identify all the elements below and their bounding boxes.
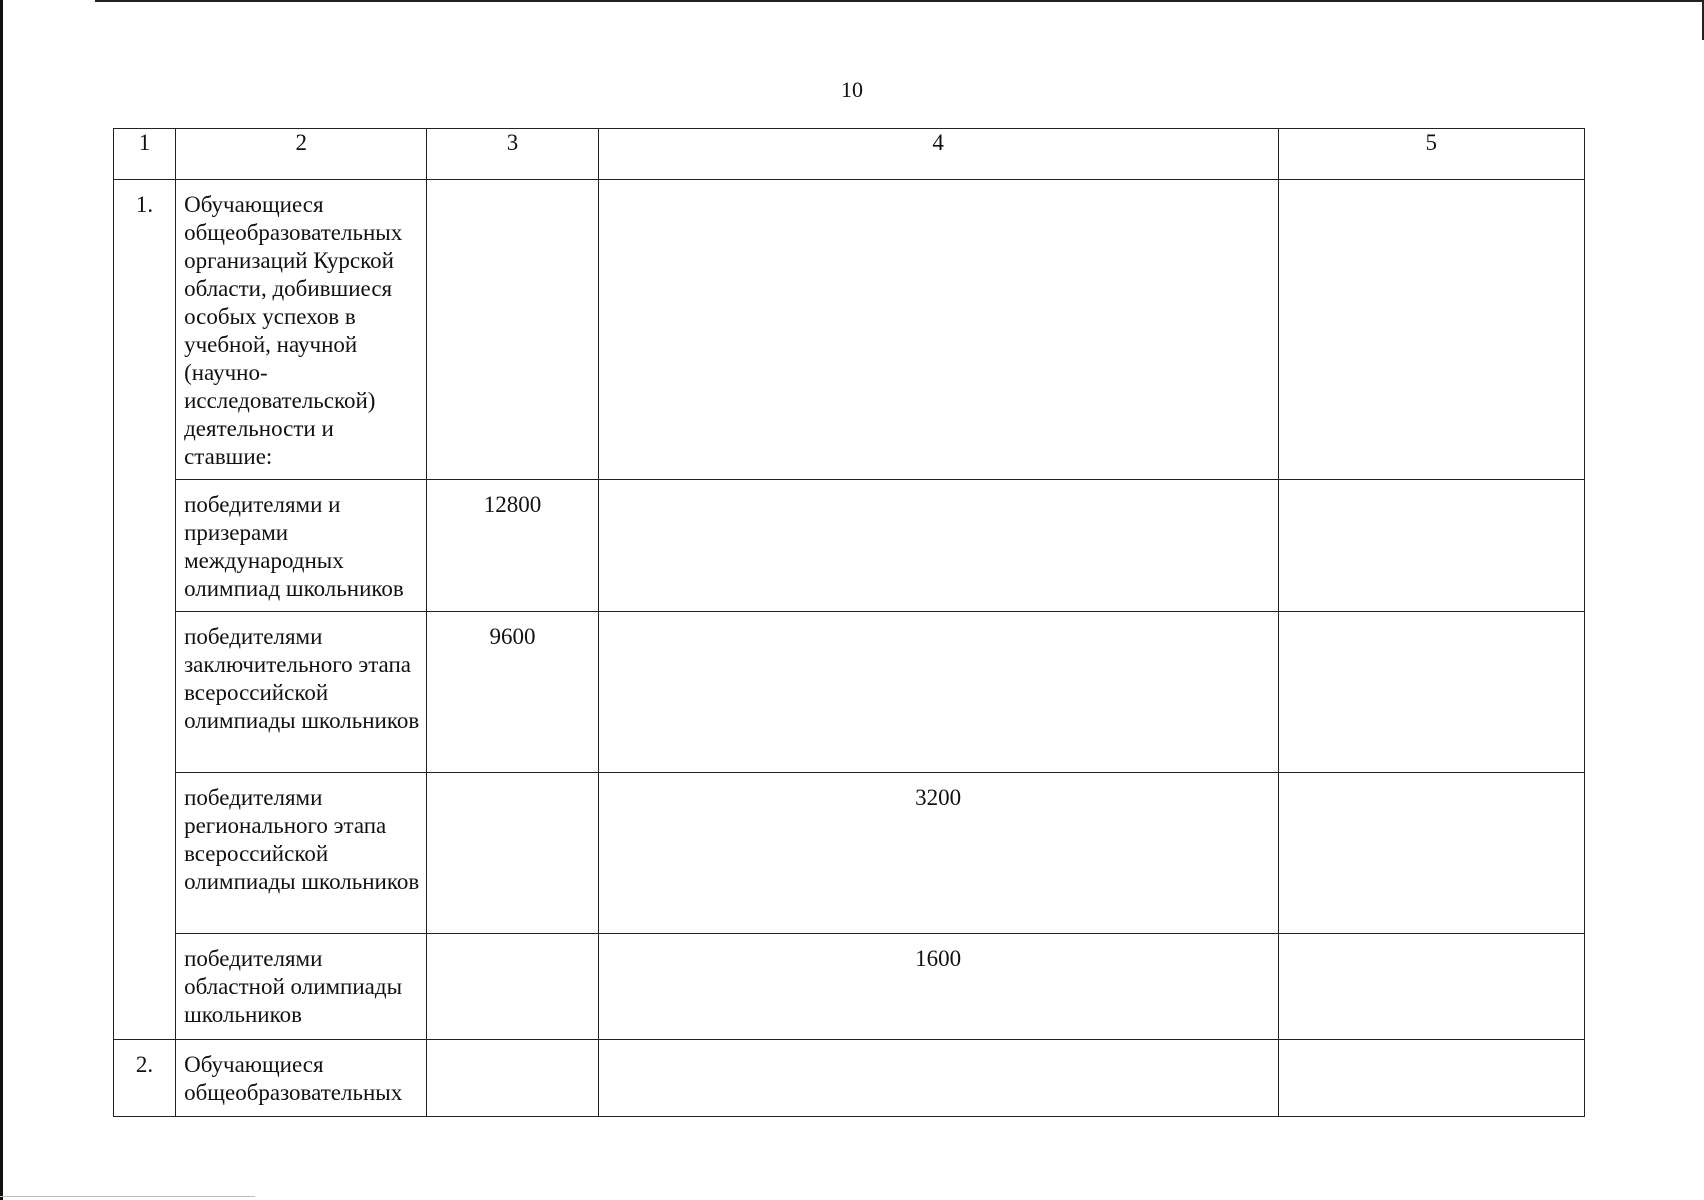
category-label-cell: победителями регионального этапа всероссийской олимпиады школьников [176,773,427,934]
category-label-cell: победителями заключительного этапа всероссийской олимпиады школьников [176,612,427,773]
table-row [114,612,1585,773]
column-4-value-cell [598,1040,1278,1117]
scan-edge-top [95,0,1704,2]
scan-edge-bottom [0,1196,255,1197]
column-3-value-cell [427,773,598,934]
column-header-4: 4 [598,129,1278,180]
column-header-3: 3 [427,129,598,180]
column-3-value-cell: 9600 [427,612,598,773]
column-4-value-cell [598,180,1278,480]
category-label-cell: Обучающиеся общеобразовательных [176,1040,427,1117]
page-number: 10 [841,77,863,102]
column-3-value-cell [427,180,598,480]
scan-edge-left [0,0,3,1200]
row-number-cell: 2. [114,1040,176,1117]
column-3-value-cell: 12800 [427,480,598,612]
category-label-cell: Обучающиеся общеобразовательных организаций Курской области, добившиеся особых успехов в учебной, научной (научно-исследовательской) деятельности и ставшие: [176,180,427,480]
table-row [114,773,1585,934]
column-4-value-cell: 1600 [598,934,1278,1040]
column-5-value-cell [1278,1040,1584,1117]
row-number-cell: 1. [114,180,176,1040]
column-3-value-cell [427,1040,598,1117]
column-4-value-cell: 3200 [598,773,1278,934]
table-row [114,1040,1585,1117]
column-header-2: 2 [176,129,427,180]
category-label-cell: победителями и призерами международных олимпиад школьников [176,480,427,612]
column-header-1: 1 [114,129,176,180]
document-table [113,128,1585,1117]
table-row [114,480,1585,612]
column-5-value-cell [1278,480,1584,612]
column-4-value-cell [598,612,1278,773]
column-5-value-cell [1278,773,1584,934]
table-row [114,934,1585,1040]
column-3-value-cell [427,934,598,1040]
column-5-value-cell [1278,180,1584,480]
category-label-cell: победителями областной олимпиады школьников [176,934,427,1040]
table-header-row [114,129,1585,180]
column-5-value-cell [1278,934,1584,1040]
table-row [114,180,1585,480]
column-5-value-cell [1278,612,1584,773]
column-4-value-cell [598,480,1278,612]
column-header-5: 5 [1278,129,1584,180]
